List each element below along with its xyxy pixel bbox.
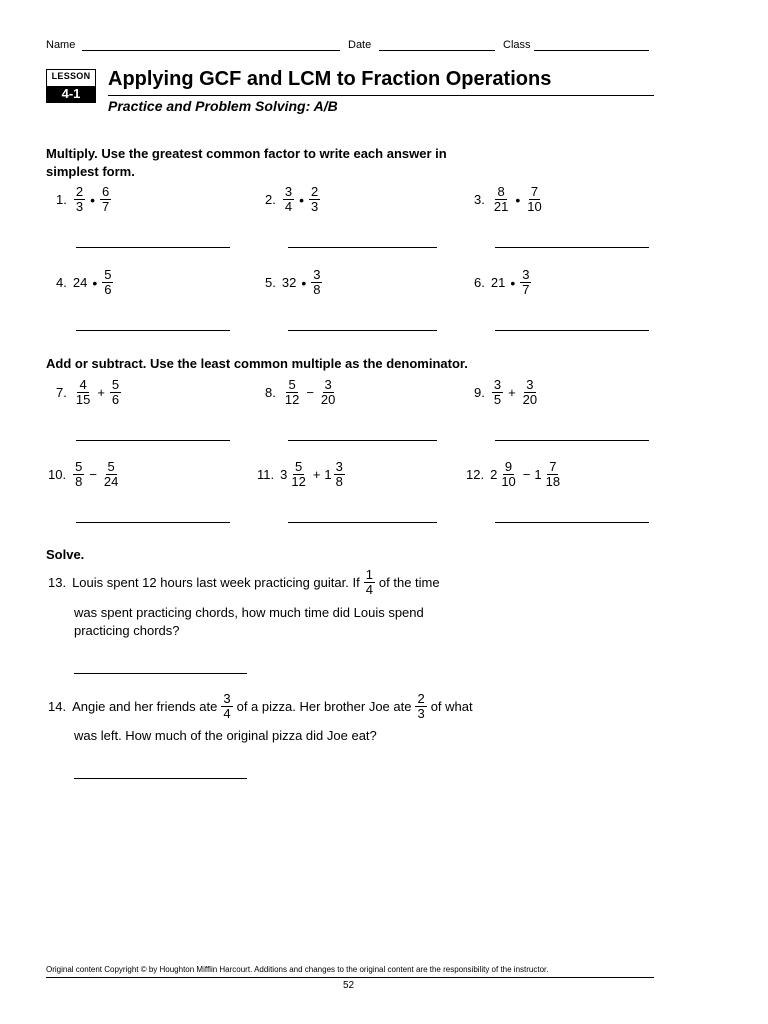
operator: • [301,274,307,291]
lesson-label: LESSON [51,71,91,81]
date-line[interactable] [379,50,495,51]
whole-number: 1 [324,467,332,482]
answer-line-13[interactable] [74,673,247,674]
problem-2 [265,185,321,214]
page-title: Applying GCF and LCM to Fraction Operations [108,68,552,90]
problem-4 [56,268,114,297]
fraction: $\frac{5}{12}$ [291,459,306,489]
fraction: $\frac{6}{7}$ [101,184,110,214]
fraction: $\frac{5}{12}$ [284,377,300,407]
problem-number: 8. [265,385,276,400]
operator: • [90,191,95,208]
problem-7 [56,378,122,407]
answer-line-2[interactable] [288,247,437,248]
fraction: $\frac{1}{4}$ [365,567,373,597]
whole-number: 21 [490,275,506,290]
copyright-notice: Original content Copyright © by Houghton Mifflin Harcourt. Additions and changes to the original content are the responsibility of the instructor. [46,965,549,974]
fraction: $\frac{5}{6}$ [111,377,120,407]
class-label: Class [503,39,531,51]
fraction: $\frac{4}{15}$ [75,377,91,407]
problem-text: of what [430,699,473,714]
whole-number: 24 [72,275,88,290]
answer-line-5[interactable] [288,330,437,331]
fraction: $\frac{2}{3}$ [417,691,425,721]
whole-number: 2 [490,467,498,482]
answer-line-12[interactable] [495,522,649,523]
page-number: 52 [343,980,355,991]
lesson-number: 4-1 [47,86,95,102]
fraction: $\frac{2}{3}$ [75,184,84,214]
answer-line-4[interactable] [76,330,230,331]
operator: − [522,467,531,482]
problem-9 [474,378,540,407]
answer-line-9[interactable] [495,440,649,441]
section1-instruction-line1: Multiply. Use the greatest common factor to write each answer in [46,146,447,161]
answer-line-14[interactable] [74,778,247,779]
problem-number: 4. [56,275,67,290]
problem-3 [474,185,545,214]
fraction: $\frac{3}{4}$ [223,691,231,721]
problem-number: 10. [48,467,67,482]
problem-13-line3: practicing chords? [74,623,180,638]
problem-number: 5. [265,275,276,290]
fraction: $\frac{3}{20}$ [320,377,336,407]
lesson-badge [46,69,96,103]
section1-instruction-line2: simplest form. [46,164,135,179]
fraction: $\frac{5}{6}$ [104,267,112,297]
problem-1 [56,185,112,214]
fraction: $\frac{5}{24}$ [103,459,119,489]
problem-number: 6. [474,275,485,290]
fraction: $\frac{5}{8}$ [75,459,83,489]
answer-line-7[interactable] [76,440,230,441]
fraction: $\frac{2}{3}$ [310,184,319,214]
problem-number: 9. [474,385,485,400]
name-label: Name [46,39,76,51]
problem-6 [474,268,532,297]
problem-number: 3. [474,192,485,207]
operator: • [510,274,516,291]
fraction: $\frac{3}{5}$ [493,377,502,407]
fraction: $\frac{8}{21}$ [493,184,509,214]
problem-text: Angie and her friends ate [72,699,218,714]
operator: + [97,385,105,400]
operator: − [89,467,97,482]
problem-number: 1. [56,192,67,207]
operator: + [312,467,321,482]
footer-divider [46,977,654,978]
fraction: $\frac{3}{4}$ [284,184,293,214]
problem-text: Louis spent 12 hours last week practicing guitar. If [72,575,360,590]
problem-number: 2. [265,192,276,207]
answer-line-8[interactable] [288,440,437,441]
class-line[interactable] [534,50,649,51]
fraction: $\frac{3}{8}$ [313,267,321,297]
problem-number: 13. [48,575,67,590]
fraction: $\frac{9}{10}$ [501,459,516,489]
operator: + [508,385,516,400]
section2-instruction: Add or subtract. Use the least common multiple as the denominator. [46,356,468,371]
problem-11 [257,460,346,489]
title-divider [108,95,654,96]
problem-12 [466,460,563,489]
whole-number: 3 [280,467,288,482]
answer-line-1[interactable] [76,247,230,248]
fraction: $\frac{3}{7}$ [522,267,530,297]
operator: − [306,385,314,400]
answer-line-6[interactable] [495,330,649,331]
operator: • [92,274,98,291]
section1-instruction [46,145,447,181]
answer-line-10[interactable] [76,522,230,523]
page-subtitle: Practice and Problem Solving: A/B [108,98,338,114]
problem-number: 12. [466,467,485,482]
whole-number: 1 [534,467,542,482]
problem-14 [48,692,473,721]
problem-13 [48,568,440,597]
date-label: Date [348,39,372,51]
problem-14-line2: was left. How much of the original pizza did Joe eat? [74,728,377,743]
name-line[interactable] [82,50,340,51]
fraction: $\frac{3}{8}$ [335,459,343,489]
section3-instruction: Solve. [46,547,85,562]
problem-10 [48,460,121,489]
problem-number: 7. [56,385,67,400]
answer-line-3[interactable] [495,247,649,248]
fraction: $\frac{7}{18}$ [545,459,561,489]
problem-8 [265,378,338,407]
whole-number: 32 [281,275,297,290]
problem-text: of a pizza. Her brother Joe ate [236,699,412,714]
problem-5 [265,268,323,297]
answer-line-11[interactable] [288,522,437,523]
problem-text: of the time [378,575,440,590]
fraction: $\frac{7}{10}$ [527,184,542,214]
problem-number: 14. [48,699,67,714]
operator: • [299,191,304,208]
operator: • [515,191,521,208]
problem-13-line2: was spent practicing chords, how much time did Louis spend [74,605,424,620]
fraction: $\frac{3}{20}$ [522,377,538,407]
problem-number: 11. [257,467,275,482]
